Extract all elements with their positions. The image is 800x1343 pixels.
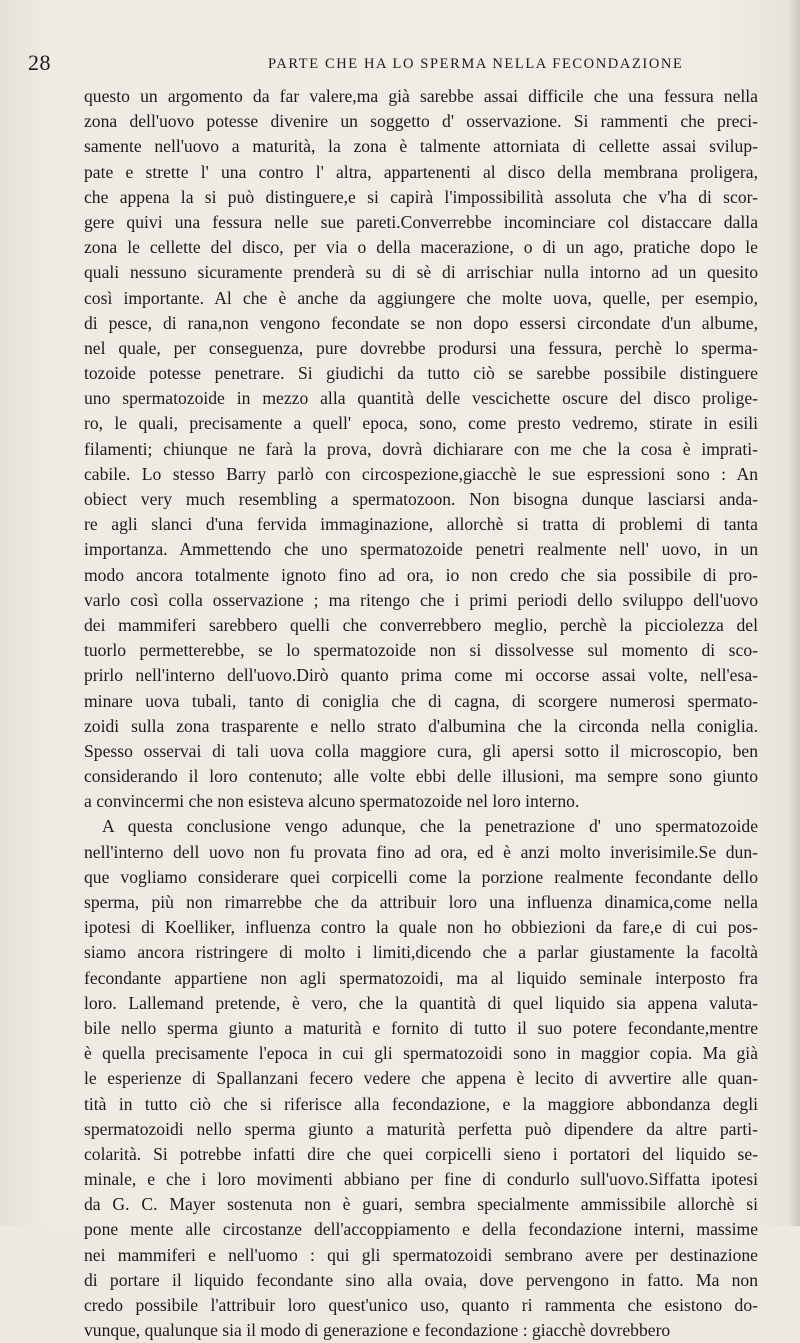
text-line: pate e strette l' una contro l' altra, appartenenti al disco della membrana proligera, bbox=[84, 161, 758, 182]
text-line: loro. Lallemand pretende, è vero, che la quantità di quel liquido sia appena valuta- bbox=[84, 992, 758, 1013]
text-line: zoidi sulla zona trasparente e nello strato d'albumina che la circonda nella coniglia. bbox=[84, 715, 758, 736]
text-line: tozoide potesse penetrare. Si giudichi da tutto ciò se sarebbe possibile distinguere bbox=[84, 363, 758, 384]
text-line: considerando il loro contenuto; alle volte ebbi delle illusioni, ma sempre sono giunto bbox=[84, 766, 758, 787]
text-line: dei mammiferi sarebbero quelli che converrebbero meglio, perchè la picciolezza del bbox=[84, 614, 758, 635]
text-line: le esperienze di Spallanzani fecero vedere che appena è lecito di avvertire alle quan- bbox=[84, 1068, 758, 1089]
text-line: ro, le quali, precisamente a quell' epoca, sono, come presto vedremo, stirate in esili bbox=[84, 413, 758, 434]
text-line: a convincermi che non esisteva alcuno spermatozoide nel loro interno. bbox=[84, 791, 580, 812]
text-line: minale, e che i loro movimenti abbiano per fine di condurlo sull'uovo.Siffatta ipotesi bbox=[84, 1169, 758, 1190]
text-line: modo ancora totalmente ignoto fino ad ora, io non credo che sia possibile di pro- bbox=[84, 564, 758, 585]
text-line: prirlo nell'interno dell'uovo.Dirò quanto prima come mi occorse assai volte, nell'esa- bbox=[84, 665, 758, 686]
text-line: Spesso osservai di tali uova colla maggiore cura, gli apersi sotto il microscopio, ben bbox=[84, 740, 758, 761]
text-line: sperma, più non rimarrebbe che da attribuir loro una influenza dinamica,come nella bbox=[84, 892, 758, 912]
text-line: obiect very much resembling a spermatozoon. Non bisogna dunque lasciarsi anda- bbox=[84, 489, 758, 509]
text-line: tuorlo permetterebbe, se lo spermatozoide non si dissolvesse sul momento di sco- bbox=[84, 640, 758, 661]
text-line: zona dell'uovo potesse divenire un soggetto d' osservazione. Si rammenti che preci- bbox=[84, 111, 758, 132]
text-line: di portare il liquido fecondante sino alla ovaia, dove pervengono in fatto. Ma non bbox=[84, 1269, 758, 1290]
text-line: è quella precisamente l'epoca in cui gli spermatozoidi sono in maggior copia. Ma già bbox=[84, 1043, 758, 1064]
text-line: quali nessuno sicuramente prenderà su di sè di arrischiar nulla intorno ad un quesito bbox=[84, 262, 758, 283]
text-line: da G. C. Mayer sostenuta non è guari, sembra specialmente ammissibile allorchè si bbox=[84, 1194, 758, 1215]
text-line: gere quivi una fessura nelle sue pareti.Converrebbe incominciare col distaccare dalla bbox=[84, 211, 758, 232]
text-line: nel quale, per conseguenza, pure dovrebbe prodursi una fessura, perchè lo sperma- bbox=[84, 337, 758, 358]
text-line: spermatozoidi nello sperma giunto a maturità perfetta può dipendere da altre parti- bbox=[84, 1118, 758, 1139]
text-line: pone mente alle circostanze dell'accoppiamento e della fecondazione interni, massime bbox=[84, 1219, 758, 1240]
text-line: fecondante appartiene non agli spermatozoidi, ma al liquido seminale interposto fra bbox=[84, 967, 758, 988]
text-line: bile nello sperma giunto a maturità e fornito di tutto il suo potere fecondante,mentre bbox=[84, 1017, 758, 1038]
text-line: questo un argomento da far valere,ma già sarebbe assai difficile che una fessura nella bbox=[84, 86, 758, 106]
text-line: A questa conclusione vengo adunque, che la penetrazione d' uno spermatozoide bbox=[102, 816, 758, 837]
text-line: credo possibile l'attribuir loro quest'unico uso, quanto ri rammenta che esistono do- bbox=[84, 1295, 758, 1315]
text-line: tità in tutto ciò che si riferisce alla fecondazione, e la maggiore abbondanza degli bbox=[84, 1093, 758, 1114]
text-line: re agli slanci d'una fervida immaginazione, allorchè si tratta di problemi di tanta bbox=[84, 514, 758, 535]
page-number: 28 bbox=[28, 50, 51, 75]
text-line: uno spermatozoide in mezzo alla quantità delle vescichette oscure del disco prolige- bbox=[84, 388, 758, 409]
text-line: nei mammiferi e nell'uomo : qui gli spermatozoidi sembrano avere per destinazione bbox=[84, 1244, 758, 1265]
text-line: zona le cellette del disco, per via o della macerazione, o di un ago, pratiche dopo le bbox=[84, 237, 758, 258]
text-line: filamenti; chiunque ne farà la prova, dovrà dichiarare con me che la cosa è imprati- bbox=[84, 438, 758, 459]
text-line: samente nell'uovo a maturità, la zona è talmente attorniata di cellette assai svilup- bbox=[84, 136, 758, 157]
text-line: cabile. Lo stesso Barry parlò con circospezione,giacchè le sue espressioni sono : An bbox=[84, 463, 758, 484]
text-line: ipotesi di Koelliker, influenza contro la quale non ho obbiezioni da fare,e di cui pos- bbox=[84, 917, 758, 938]
text-line: vunque, qualunque sia il modo di generazione e fecondazione : giacchè dovrebbero bbox=[84, 1320, 671, 1341]
body-text bbox=[84, 84, 758, 1343]
text-line: di pesce, di rana,non vengono fecondate se non dopo essersi circondate d'un albume, bbox=[84, 312, 758, 333]
page-edge-shadow bbox=[788, 0, 800, 1226]
text-line: minare uova tubali, tanto di coniglia che di cagna, di scorgere numerosi spermato- bbox=[84, 690, 758, 711]
text-line: nell'interno dell uovo non fu provata fino ad ora, ed è anzi molto inverisimile.Se dun- bbox=[84, 841, 758, 862]
text-line: così importante. Al che è anche da aggiungere che molte uova, quelle, per esempio, bbox=[84, 287, 758, 308]
text-line: varlo così colla osservazione ; ma ritengo che i primi periodi dello sviluppo dell'uovo bbox=[84, 589, 758, 610]
page-header bbox=[28, 48, 768, 78]
text-line: siamo ancora ristringere di molto i limiti,dicendo che a parlar giustamente la facoltà bbox=[84, 942, 758, 963]
text-line: importanza. Ammettendo che uno spermatozoide penetri realmente nell' uovo, in un bbox=[84, 539, 758, 560]
text-line: che appena la si può distinguere,e si capirà l'impossibilità assoluta che v'ha di scor- bbox=[84, 186, 758, 207]
text-line: que vogliamo considerare quei corpicelli come la porzione realmente fecondante dello bbox=[84, 866, 758, 887]
text-line: colarità. Si potrebbe infatti dire che quei corpicelli sieno i portatori del liquido se- bbox=[84, 1143, 758, 1164]
running-head: PARTE CHE HA LO SPERMA NELLA FECONDAZIONE bbox=[268, 56, 684, 72]
